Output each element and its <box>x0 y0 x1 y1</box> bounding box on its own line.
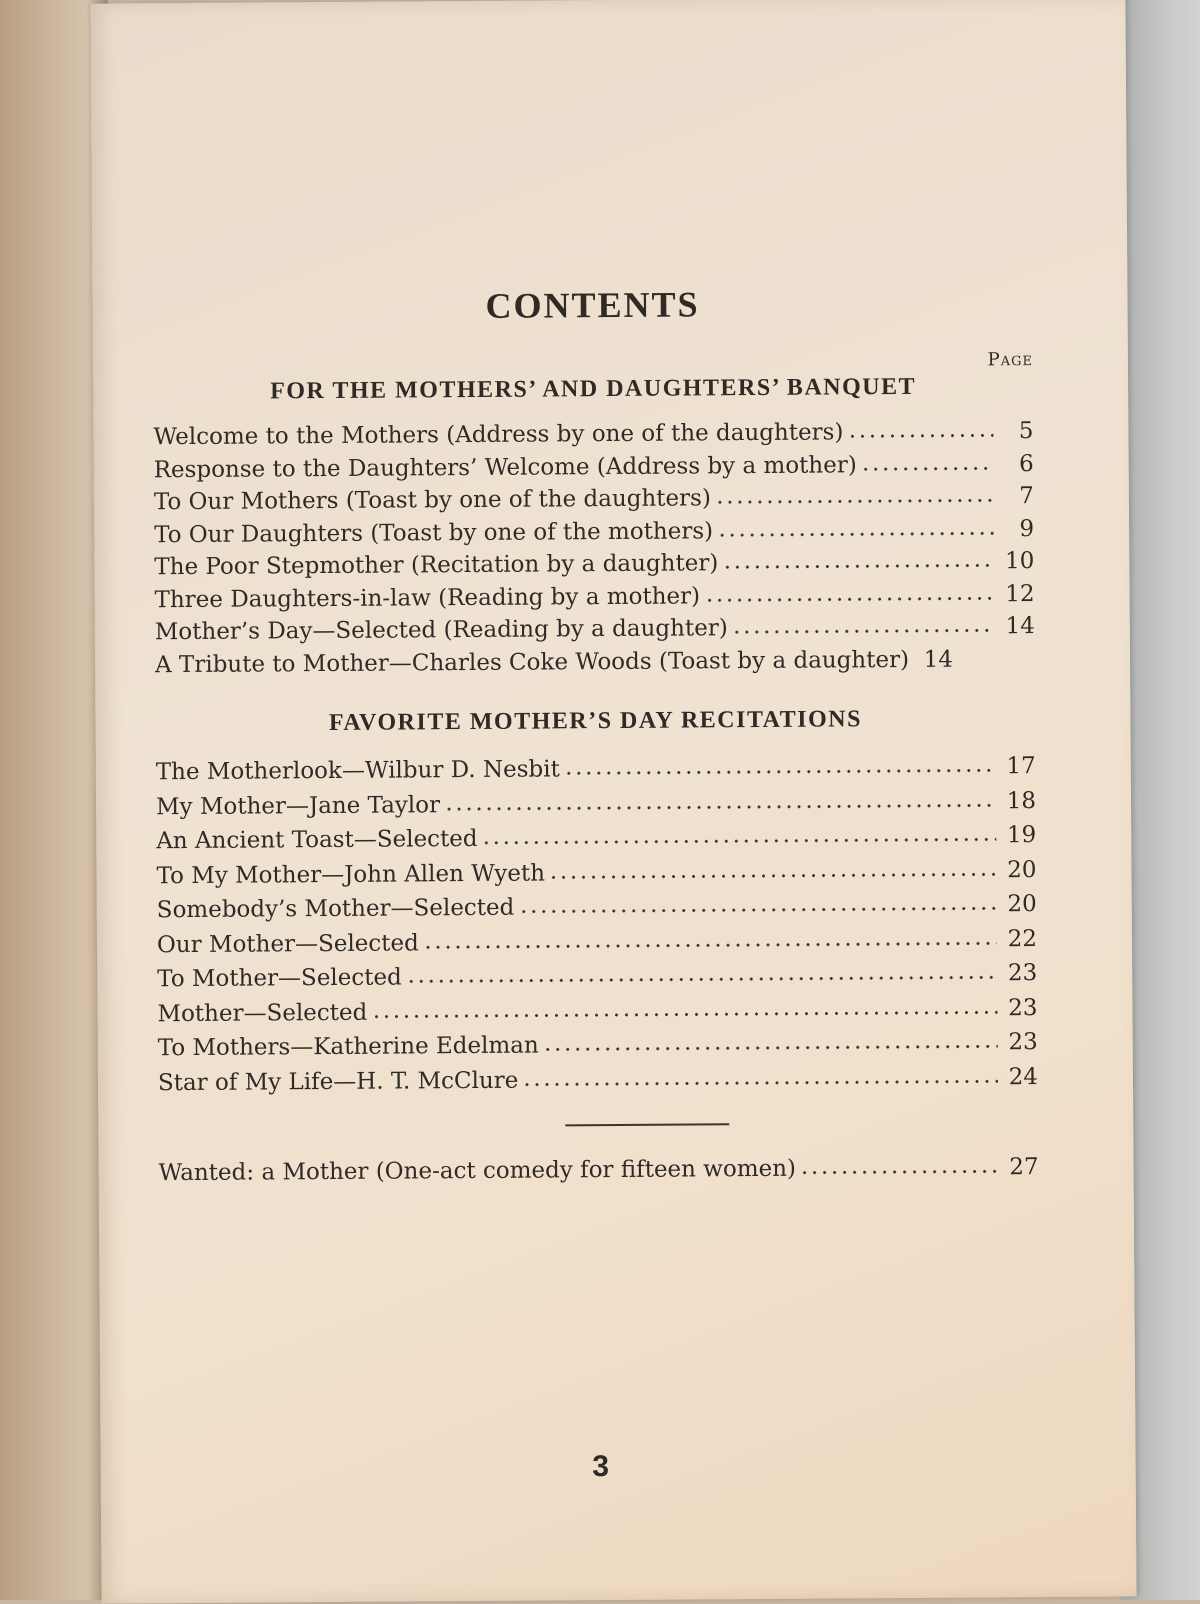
dot-leader <box>549 857 997 880</box>
page-column-label: Page <box>987 349 1033 370</box>
toc-entry-title: The Motherlook—Wilbur D. Nesbit <box>156 752 564 789</box>
toc-entry-title: To Our Daughters (Toast by one of the mothers) <box>154 515 717 551</box>
toc-entry-title: To Mothers—Katherine Edelman <box>158 1029 543 1066</box>
toc-entry-title: Somebody’s Mother—Selected <box>157 891 519 928</box>
toc-entry-page: 14 <box>999 610 1035 643</box>
toc-entry-title: Response to the Daughters’ Welcome (Address by a mother) <box>154 449 861 486</box>
dot-leader <box>371 995 997 1019</box>
toc-entry-page: 5 <box>997 415 1033 448</box>
dot-leader <box>732 613 995 635</box>
toc-entry-title: An Ancient Toast—Selected <box>156 822 482 859</box>
toc-entry-page: 6 <box>998 448 1034 481</box>
dot-leader <box>800 1154 999 1175</box>
dot-leader <box>564 753 996 776</box>
toc-entry-title: A Tribute to Mother—Charles Coke Woods (Toast by a daughter) <box>155 643 913 681</box>
page-number: 3 <box>161 1447 1041 1487</box>
toc-entry-title: Three Daughters-in-law (Reading by a mother) <box>154 580 704 616</box>
toc-entry-page: 23 <box>1001 956 1037 991</box>
toc-entry-page: 18 <box>1000 784 1036 819</box>
toc-entry-title: To Mother—Selected <box>157 960 406 996</box>
toc-entry-page: 17 <box>1000 749 1036 784</box>
toc-entry-title: Wanted: a Mother (One-act comedy for fifteen women) <box>158 1151 800 1191</box>
toc-list-recitations <box>156 749 1038 1100</box>
toc-entry-page: 22 <box>1001 922 1037 957</box>
toc-entry-page: 7 <box>998 480 1034 513</box>
dot-leader <box>704 581 995 603</box>
page-title: CONTENTS <box>152 281 1032 329</box>
toc-entry-page: 12 <box>998 578 1034 611</box>
section-divider <box>565 1123 729 1126</box>
dot-leader <box>518 891 997 914</box>
page-content <box>150 0 1041 1603</box>
toc-entry-page: 24 <box>1002 1060 1038 1095</box>
toc-entry-title: Star of My Life—H. T. McClure <box>158 1063 523 1100</box>
toc-entry-title: Welcome to the Mothers (Address by one of the daughters) <box>153 416 847 453</box>
toc-entry-title: Mother—Selected <box>157 995 371 1031</box>
dot-leader <box>722 548 994 570</box>
toc-entry[interactable] <box>158 1060 1038 1101</box>
toc-entry-page: 14 <box>917 643 953 676</box>
toc-entry-title: To Our Mothers (Toast by one of the daughters) <box>154 482 715 518</box>
toc-entry[interactable] <box>155 643 1035 682</box>
dot-leader <box>423 926 997 950</box>
toc-entry-page: 10 <box>998 545 1034 578</box>
section-heading-recitations: FAVORITE MOTHER’S DAY RECITATIONS <box>155 705 1035 738</box>
dot-leader <box>717 516 994 538</box>
toc-entry-page: 27 <box>1002 1149 1038 1185</box>
toc-entry-page: 20 <box>1001 887 1037 922</box>
toc-entry-page: 23 <box>1002 1025 1038 1060</box>
dot-leader <box>482 822 997 846</box>
dot-leader <box>522 1064 998 1087</box>
toc-entry-page: 19 <box>1000 818 1036 853</box>
toc-entry-title: My Mother—Jane Taylor <box>156 788 444 825</box>
dot-leader <box>715 483 994 505</box>
book-page <box>90 0 1136 1604</box>
dot-leader <box>847 418 993 439</box>
toc-entry-title: Our Mother—Selected <box>157 926 423 962</box>
dot-leader <box>406 960 998 984</box>
toc-entry-page: 20 <box>1000 853 1036 888</box>
toc-entry-title: To My Mother—John Allen Wyeth <box>156 856 549 893</box>
toc-entry-title: Mother’s Day—Selected (Reading by a daughter) <box>155 612 732 649</box>
section-heading-banquet: FOR THE MOTHERS’ AND DAUGHTERS’ BANQUET <box>153 373 1033 406</box>
dot-leader <box>861 451 994 472</box>
toc-entry-page: 23 <box>1001 991 1037 1026</box>
toc-entry-title: The Poor Stepmother (Recitation by a daughter) <box>154 547 722 583</box>
toc-list-banquet <box>153 415 1035 681</box>
toc-entry[interactable] <box>158 1149 1038 1191</box>
dot-leader <box>444 788 996 812</box>
dot-leader <box>543 1029 998 1052</box>
toc-entry-page: 9 <box>998 513 1034 546</box>
toc-list-extra <box>158 1149 1038 1191</box>
